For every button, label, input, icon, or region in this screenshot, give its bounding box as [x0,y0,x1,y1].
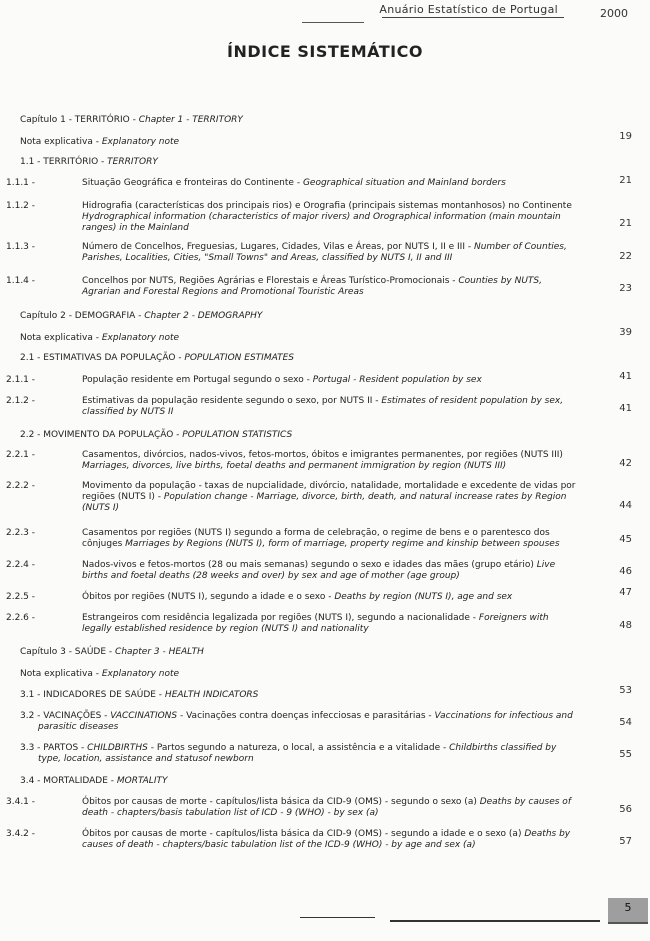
toc-page-number: 22 [619,251,632,262]
toc-chapter-heading: Capítulo 2 - DEMOGRAFIA - Chapter 2 - DEMOGRAPHY [20,311,263,321]
page-number-box: 5 [608,898,648,924]
toc-entry: 2.2.1 - Casamentos, divórcios, nados-vivos, fetos-mortos, óbitos e imigrantes permanentes, por regiões (NUTS III) Marriages, divorces, live births, foetal deaths and permanent immigration by region (NUTS III) [6,450,563,471]
toc-entry: 2.2.6 - Estrangeiros com residência legalizada por regiões (NUTS I), segundo a nacionalidade - Foreigners with legally established residence by region (NUTS I) and nationality [6,613,549,634]
toc-entry: 2.2.3 - Casamentos por regiões (NUTS I) segundo a forma de celebração, o regime de bens e o parentesco dos cônjuges Marriages by Regions (NUTS I), form of marriage, property regime and kinship between spouses [6,528,560,549]
running-header-year: 2000 [600,7,628,20]
toc-page-number: 41 [619,371,632,382]
footer-rule [390,920,600,922]
toc-entry: Nota explicativa - Explanatory note [20,137,180,147]
toc-page-number: 42 [619,458,632,469]
page-title: ÍNDICE SISTEMÁTICO [227,42,423,61]
toc-entry: 1.1.2 - Hidrografia (características dos principais rios) e Orografia (principais sistemas montanhosos) no Continente Hydrographical information (characteristics of major rivers) and Orographical information (main mountain ranges) in the Mainland [6,201,572,233]
toc-entry: 1.1.4 - Concelhos por NUTS, Regiões Agrárias e Florestais e Áreas Turístico-Promocionais - Counties by NUTS, Agrarian and Forestal Regions and Promotional Touristic Areas [6,276,542,297]
toc-section-heading: 2.1 - ESTIMATIVAS DA POPULAÇÃO - POPULATION ESTIMATES [20,353,294,363]
toc-page-number: 39 [619,327,632,338]
toc-entry: 1.1.1 - Situação Geográfica e fronteiras do Continente - Geographical situation and Mainland borders [6,178,506,188]
toc-page-number: 44 [619,500,632,511]
toc-entry: 2.2.2 - Movimento da população - taxas de nupcialidade, divórcio, natalidade, mortalidade e excedente de vidas por regiões (NUTS I) - Population change - Marriage, divorce, birth, death, and natural increase rates by Region (NUTS I) [6,481,576,513]
toc-page-number: 48 [619,620,632,631]
toc-entry: 3.4.2 - Óbitos por causas de morte - capítulos/lista básica da CID-9 (OMS) - segundo a idade e o sexo (a) Deaths by causes of death - chapters/basic tabulation list of the ICD-9 (WHO) - by age and sex (a) [6,829,571,850]
toc-entry: 2.2.5 - Óbitos por regiões (NUTS I), segundo a idade e o sexo - Deaths by region (NUTS I), age and sex [6,592,513,602]
toc-entry: 2.1.2 - Estimativas da população residente segundo o sexo, por NUTS II - Estimates of resident population by sex, classified by NUTS II [6,396,564,417]
toc-entry: 1.1.3 - Número de Concelhos, Freguesias, Lugares, Cidades, Vilas e Áreas, por NUTS I, II e III - Number of Counties, Parishes, Localities, Cities, "Small Towns" and Areas, classified by NUTS I, II and III [6,242,567,263]
toc-page-number: 55 [619,749,632,760]
toc-page-number: 46 [619,566,632,577]
toc-section-heading: 3.2 - VACINAÇÕES - VACCINATIONS - Vacinações contra doenças infecciosas e parasitárias - Vaccinations for infectious and parasitic diseases [20,711,573,732]
toc-page-number: 54 [619,717,632,728]
toc-page-number: 41 [619,403,632,414]
footer-rule [300,917,375,918]
toc-entry: Nota explicativa - Explanatory note [20,333,180,343]
toc-page-number: 53 [619,685,632,696]
running-header-title: Anuário Estatístico de Portugal [379,3,558,16]
toc-entry: Nota explicativa - Explanatory note [20,669,180,679]
toc-entry: 2.2.4 - Nados-vivos e fetos-mortos (28 ou mais semanas) segundo o sexo e idades das mães (grupo etário) Live births and foetal deaths (28 weeks and over) by sex and age of mother (age group) [6,560,556,581]
toc-entry: 2.1.1 - População residente em Portugal segundo o sexo - Portugal - Resident population by sex [6,375,482,385]
toc-section-heading: 3.4 - MORTALIDADE - MORTALITY [20,776,168,786]
toc-page-number: 19 [619,131,632,142]
toc-section-heading: 3.1 - INDICADORES DE SAÚDE - HEALTH INDICATORS [20,690,259,700]
header-decorative-rule [302,22,364,23]
toc-page-number: 21 [619,175,632,186]
toc-page-number: 56 [619,804,632,815]
header-rule [382,17,564,18]
toc-chapter-heading: Capítulo 3 - SAÚDE - Chapter 3 - HEALTH [20,647,204,657]
toc-entry: 3.4.1 - Óbitos por causas de morte - capítulos/lista básica da CID-9 (OMS) - segundo o sexo (a) Deaths by causes of death - chapters/basis tabulation list of ICD - 9 (WHO) - by sex (a) [6,797,571,818]
toc-section-heading: 3.3 - PARTOS - CHILDBIRTHS - Partos segundo a natureza, o local, a assistência e a vitalidade - Childbirths classified by type, location, assistance and statusof newborn [20,743,557,764]
toc-page-number: 47 [619,587,632,598]
toc-page-number: 57 [619,836,632,847]
toc-section-heading: 2.2 - MOVIMENTO DA POPULAÇÃO - POPULATION STATISTICS [20,430,293,440]
toc-chapter-heading: Capítulo 1 - TERRITÓRIO - Chapter 1 - TERRITORY [20,115,243,125]
toc-page-number: 45 [619,534,632,545]
toc-page-number: 21 [619,218,632,229]
toc-page-number: 23 [619,283,632,294]
toc-section-heading: 1.1 - TERRITÓRIO - TERRITORY [20,157,158,167]
